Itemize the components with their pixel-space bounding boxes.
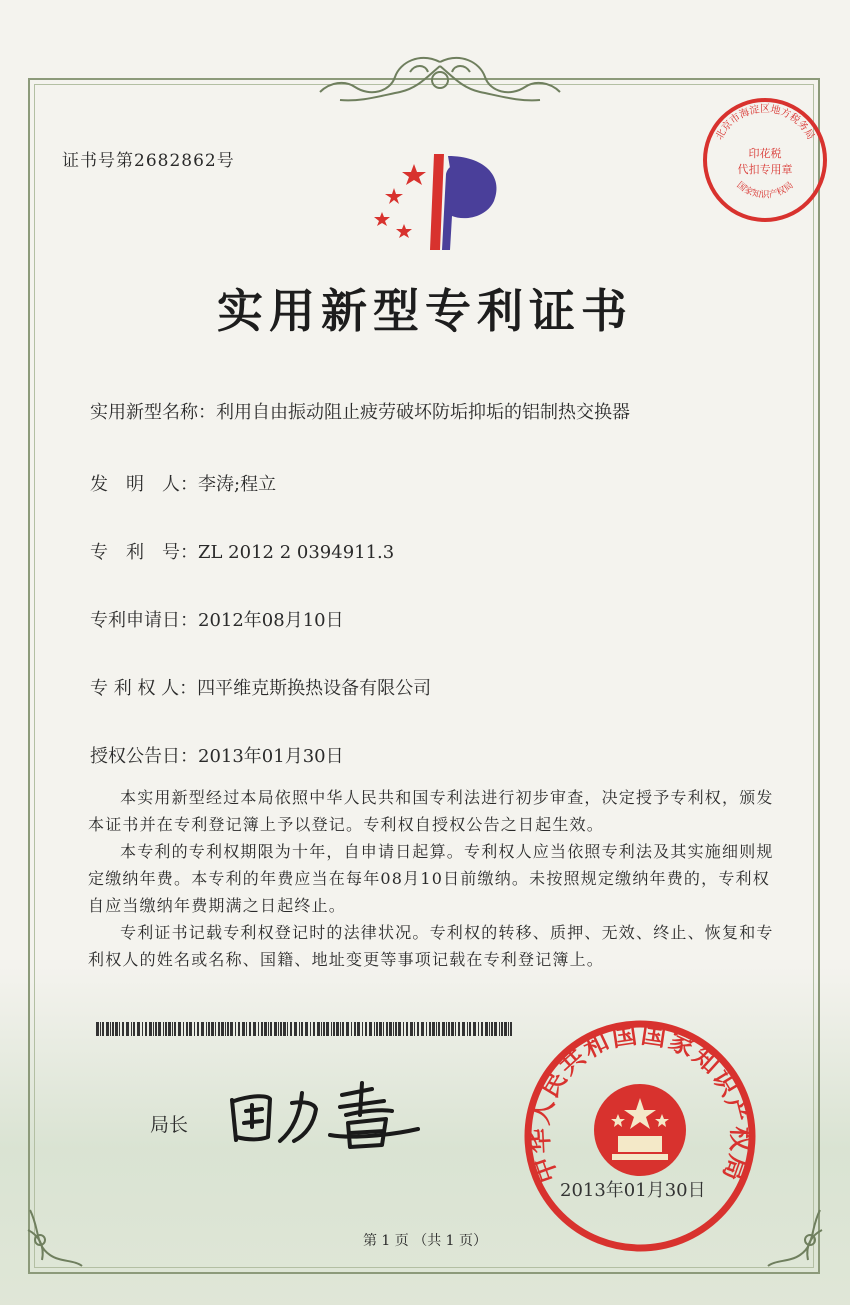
field-label: 专利申请日： <box>90 610 198 631</box>
national-ip-office-seal-icon <box>522 1018 758 1254</box>
field-value: ZL 2012 2 0394911.3 <box>198 542 395 563</box>
field-grant-date <box>90 742 344 768</box>
svg-text:代扣专用章: 代扣专用章 <box>737 163 793 176</box>
field-inventors <box>90 470 276 496</box>
field-value: 李涛;程立 <box>198 474 277 495</box>
field-patentee <box>90 674 431 700</box>
field-label: 专 利 号： <box>90 542 198 563</box>
svg-text:国家知识产权局: 国家知识产权局 <box>734 180 796 201</box>
field-label: 专 利 权 人： <box>90 678 198 699</box>
svg-text:印花税: 印花税 <box>748 147 782 160</box>
paragraph-grant: 本实用新型经过本局依照中华人民共和国专利法进行初步审查，决定授予专利权，颁发本证书并在专利登记簿上予以登记。专利权自授权公告之日起生效。 <box>88 788 774 834</box>
field-utility-model-name <box>90 398 630 424</box>
tax-seal-icon <box>700 95 830 225</box>
top-ornament-icon <box>300 52 580 108</box>
field-value: 2013年01月30日 <box>198 746 344 767</box>
svg-text:北京市海淀区地方税务局: 北京市海淀区地方税务局 <box>714 104 816 142</box>
page-number: 第 1 页 （共 1 页） <box>362 1233 488 1249</box>
certificate-number: 证书号第2682862号 <box>62 151 235 171</box>
field-value: 四平维克斯换热设备有限公司 <box>197 678 432 699</box>
patent-office-logo-icon <box>364 146 514 256</box>
certificate-title: 实用新型专利证书 <box>217 284 633 338</box>
director-signature-icon <box>222 1075 422 1155</box>
barcode-icon <box>96 1022 516 1036</box>
field-label: 授权公告日： <box>90 746 198 767</box>
field-label: 实用新型名称： <box>90 402 216 423</box>
field-label: 发 明 人： <box>90 474 198 495</box>
paragraph-legal-status: 专利证书记载专利权登记时的法律状况。专利权的转移、质押、无效、终止、恢复和专利权人的姓名或名称、国籍、地址变更等事项记载在专利登记簿上。 <box>88 923 774 969</box>
field-value: 利用自由振动阻止疲劳破坏防垢抑垢的铝制热交换器 <box>216 402 630 423</box>
field-value: 2012年08月10日 <box>198 610 344 631</box>
field-patent-number <box>90 538 394 564</box>
field-application-date <box>90 606 344 632</box>
seal-date: 2013年01月30日 <box>560 1180 706 1201</box>
svg-text:中华人民共和国国家知识产权局: 中华人民共和国国家知识产权局 <box>524 1019 756 1187</box>
paragraph-term: 本专利的专利权期限为十年，自申请日起算。专利权人应当依照专利法及其实施细则规定缴纳年费。本专利的年费应当在每年08月10日前缴纳。未按照规定缴纳年费的，专利权自应当缴纳年费期满之日起终止。 <box>88 842 774 915</box>
director-label: 局长 <box>150 1114 189 1136</box>
